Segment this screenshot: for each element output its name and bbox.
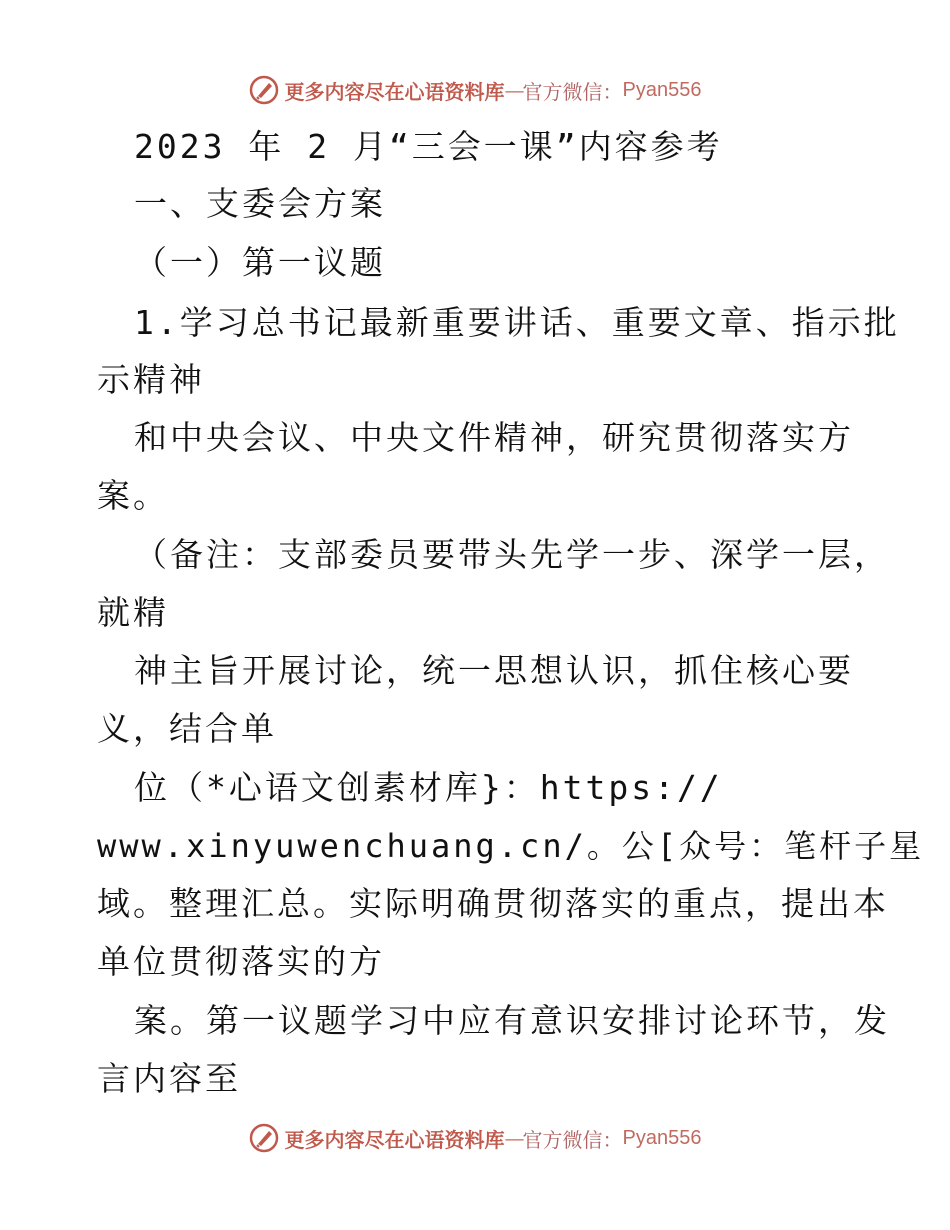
header-watermark bbox=[0, 70, 950, 110]
paragraph-line: 义，结合单 bbox=[97, 709, 277, 748]
watermark-main-text: 更多内容尽在心语资料库 bbox=[284, 1127, 505, 1152]
paragraph-line: （备注：支部委员要带头先学一步、深学一层， bbox=[134, 535, 890, 574]
watermark-sub-text: 官方微信： bbox=[522, 1127, 623, 1152]
paragraph-line: 神主旨开展讨论，统一思想认识，抓住核心要 bbox=[134, 651, 854, 690]
watermark-wechat-id: Pyan556 bbox=[622, 1126, 702, 1149]
paragraph-line: 1.学习总书记最新重要讲话、重要文章、指示批 bbox=[134, 303, 900, 342]
paragraph-line: 就精 bbox=[97, 593, 169, 632]
paragraph-line: 位（*心语文创素材库}：https:// bbox=[134, 768, 723, 807]
paragraph-line: 案。 bbox=[97, 476, 169, 515]
section-heading: 一、支委会方案 bbox=[134, 184, 386, 223]
pen-logo-icon bbox=[249, 75, 279, 105]
watermark-dash: — bbox=[504, 1126, 523, 1150]
watermark-wechat-id: Pyan556 bbox=[622, 78, 702, 101]
paragraph-line: 示精神 bbox=[97, 360, 205, 399]
paragraph-line: 案。第一议题学习中应有意识安排讨论环节，发 bbox=[134, 1001, 890, 1040]
subsection-heading: （一）第一议题 bbox=[134, 243, 386, 282]
watermark-dash: — bbox=[504, 78, 523, 102]
watermark-main-text: 更多内容尽在心语资料库 bbox=[284, 79, 505, 104]
paragraph-line: 言内容至 bbox=[97, 1059, 241, 1098]
watermark-sub-text: 官方微信： bbox=[522, 79, 623, 104]
paragraph-line: www.xinyuwenchuang.cn/。公[众号：笔杆子星 bbox=[97, 827, 925, 865]
footer-watermark bbox=[0, 1118, 950, 1158]
document-title: 2023 年 2 月“三会一课”内容参考 bbox=[134, 127, 723, 166]
pen-logo-icon bbox=[249, 1123, 279, 1153]
paragraph-line: 域。整理汇总。实际明确贯彻落实的重点，提出本 bbox=[97, 884, 889, 923]
paragraph-line: 单位贯彻落实的方 bbox=[97, 942, 385, 981]
paragraph-line: 和中央会议、中央文件精神，研究贯彻落实方 bbox=[134, 418, 854, 457]
